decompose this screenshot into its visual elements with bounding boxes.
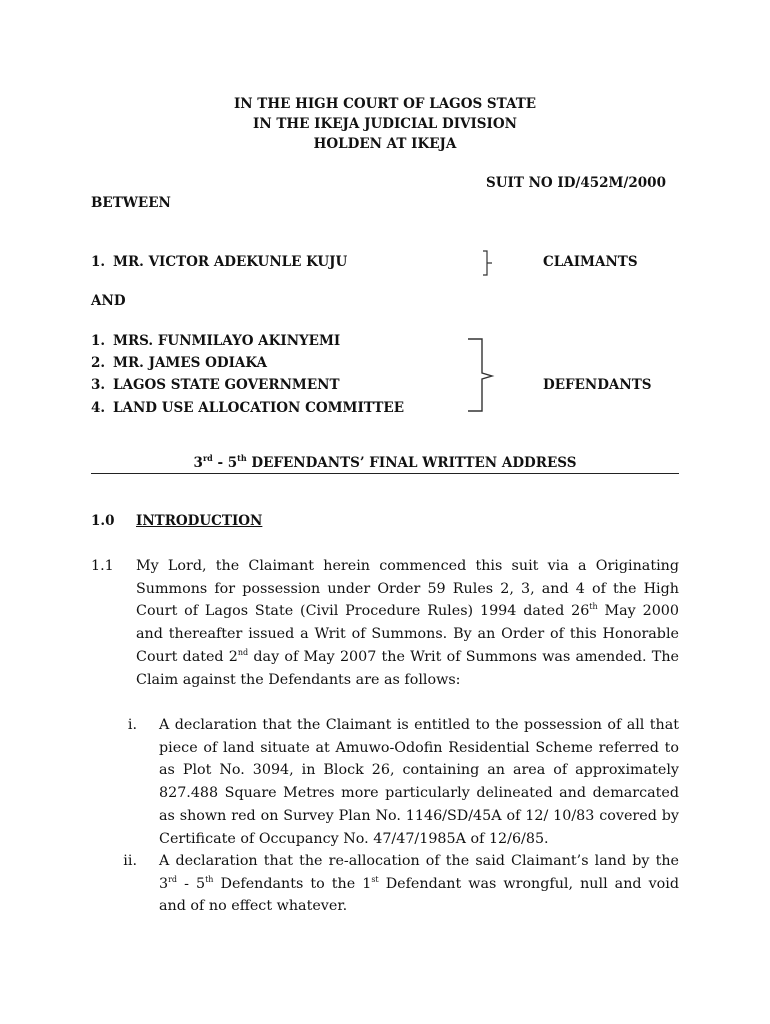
defendant-1	[91, 330, 340, 352]
paragraph-text: My Lord, the Claimant herein commenced this suit via a Originating Summons for possession under Order 59 Rules 2, 3, and 4 of the High Court of Lagos State (Civil Procedure Rules) 1994 dated 26	[136, 558, 679, 620]
paragraph-1-1	[136, 555, 679, 691]
claim-sup: rd	[168, 874, 178, 884]
defendant-name: LAGOS STATE GOVERNMENT	[113, 377, 340, 393]
defendant-2	[91, 352, 267, 374]
title-part: - 5	[212, 455, 238, 471]
claim-text: - 5	[177, 875, 206, 892]
claim-sup: st	[371, 874, 379, 884]
title-part: DEFENDANTS’ FINAL WRITTEN ADDRESS	[246, 455, 577, 471]
defendant-number: 2.	[91, 355, 106, 371]
claim-text: Defendant was wrongful, null and void and of no effect whatever.	[159, 875, 680, 915]
paragraph-number: 1.1	[91, 558, 114, 574]
paragraph-sup: nd	[237, 647, 249, 657]
defendant-name: MRS. FUNMILAYO AKINYEMI	[113, 333, 341, 349]
defendants-label: DEFENDANTS	[543, 377, 652, 393]
and-label: AND	[91, 293, 126, 309]
claimant-number: 1.	[91, 254, 106, 270]
claimant-1	[91, 251, 347, 273]
defendant-name: MR. JAMES ODIAKA	[113, 355, 268, 371]
court-heading-line1: IN THE HIGH COURT OF LAGOS STATE	[233, 96, 537, 112]
claimants-label: CLAIMANTS	[543, 254, 638, 270]
title-underline	[91, 473, 679, 474]
suit-number: SUIT NO ID/452M/2000	[486, 175, 666, 191]
claim-text: A declaration that the re-allocation of the said Claimant’s land by the 3	[159, 853, 679, 892]
defendant-number: 3.	[91, 377, 106, 393]
title-sup: rd	[202, 453, 213, 463]
between-label: BETWEEN	[91, 195, 171, 211]
paragraph-sup: th	[589, 602, 598, 612]
defendant-4	[91, 397, 404, 419]
court-heading-line3: HOLDEN AT IKEJA	[313, 136, 457, 152]
defendant-3	[91, 374, 340, 396]
section-number: 1.0	[91, 513, 115, 529]
claim-i-text: A declaration that the Claimant is entitled to the possession of all that piece of land situate at Amuwo-Odofin Residential Scheme referred to as Plot No. 3094, in Block 26, containing an area of approximately 827.488 Square Metres more particularly delineated and demarcated as shown red on Survey Plan No. 1146/SD/45A of 12/ 10/83 covered by Certificate of Occupancy No. 47/47/1985A of 12/6/85.	[159, 717, 679, 847]
title-part: 3	[193, 455, 203, 471]
paragraph-text: May 2000 and thereafter issued a Writ of Summons. By an Order of this Honorable Court dated 2	[136, 603, 679, 665]
title-sup: th	[237, 453, 247, 463]
claimants-brace-icon	[481, 250, 495, 276]
document-title	[0, 452, 770, 474]
claimant-name: MR. VICTOR ADEKUNLE KUJU	[113, 254, 348, 270]
claim-text: Defendants to the 1	[213, 875, 372, 892]
claim-number: i.	[127, 717, 137, 733]
claim-ii-text	[159, 850, 679, 918]
section-heading: INTRODUCTION	[136, 513, 263, 529]
claim-sup: th	[205, 874, 214, 884]
claim-number: ii.	[123, 853, 137, 869]
defendant-number: 4.	[91, 400, 106, 416]
defendant-number: 1.	[91, 333, 106, 349]
defendant-name: LAND USE ALLOCATION COMMITTEE	[113, 400, 404, 416]
defendants-brace-icon	[466, 337, 500, 413]
paragraph-text: day of May 2007 the Writ of Summons was amended. The Claim against the Defendants are as follows:	[136, 648, 679, 688]
court-heading-line2: IN THE IKEJA JUDICIAL DIVISION	[253, 116, 517, 132]
